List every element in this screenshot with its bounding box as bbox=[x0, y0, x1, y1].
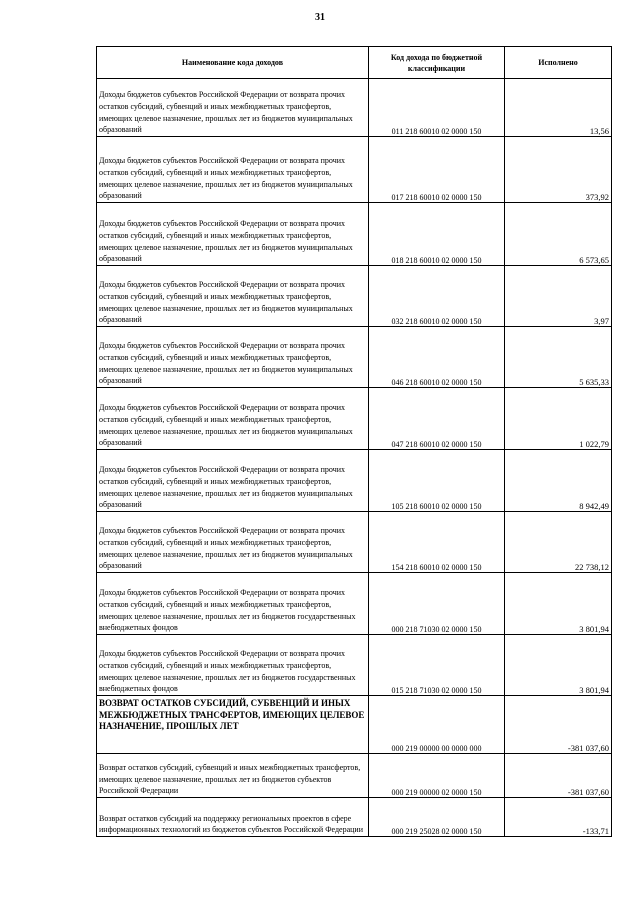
header-amount: Исполнено bbox=[505, 47, 612, 79]
table-row bbox=[97, 573, 612, 635]
row-code: 000 219 00000 00 0000 000 bbox=[369, 696, 505, 754]
row-name: Доходы бюджетов субъектов Российской Федерации от возврата прочих остатков субсидий, субвенций и иных межбюджетных трансфертов, имеющих целевое назначение, прошлых лет из бюджетов муниципальных образований bbox=[97, 512, 369, 573]
row-code: 011 218 60010 02 0000 150 bbox=[369, 79, 505, 137]
row-amount: 1 022,79 bbox=[505, 388, 612, 450]
row-amount: 3,97 bbox=[505, 266, 612, 327]
row-amount: 5 635,33 bbox=[505, 327, 612, 388]
row-code: 000 219 00000 02 0000 150 bbox=[369, 754, 505, 798]
table-header-row bbox=[97, 47, 612, 79]
row-name: Возврат остатков субсидий на поддержку региональных проектов в сфере информационных технологий из бюджетов субъектов Российской Федерации bbox=[97, 798, 369, 837]
row-name: Доходы бюджетов субъектов Российской Федерации от возврата прочих остатков субсидий, субвенций и иных межбюджетных трансфертов, имеющих целевое назначение, прошлых лет из бюджетов муниципальных образований bbox=[97, 203, 369, 266]
table-body bbox=[97, 79, 612, 837]
revenue-table bbox=[96, 46, 612, 837]
table-row bbox=[97, 388, 612, 450]
table-row bbox=[97, 754, 612, 798]
row-code: 032 218 60010 02 0000 150 bbox=[369, 266, 505, 327]
row-name: Доходы бюджетов субъектов Российской Федерации от возврата прочих остатков субсидий, субвенций и иных межбюджетных трансфертов, имеющих целевое назначение, прошлых лет из бюджетов муниципальных образований bbox=[97, 388, 369, 450]
row-code: 017 218 60010 02 0000 150 bbox=[369, 137, 505, 203]
table-row bbox=[97, 798, 612, 837]
row-name: Доходы бюджетов субъектов Российской Федерации от возврата прочих остатков субсидий, субвенций и иных межбюджетных трансфертов, имеющих целевое назначение, прошлых лет из бюджетов муниципальных образований bbox=[97, 137, 369, 203]
table-row bbox=[97, 79, 612, 137]
header-name: Наименование кода доходов bbox=[97, 47, 369, 79]
row-amount: -381 037,60 bbox=[505, 754, 612, 798]
row-code: 105 218 60010 02 0000 150 bbox=[369, 450, 505, 512]
table-row bbox=[97, 450, 612, 512]
row-name: ВОЗВРАТ ОСТАТКОВ СУБСИДИЙ, СУБВЕНЦИЙ И ИНЫХ МЕЖБЮДЖЕТНЫХ ТРАНСФЕРТОВ, ИМЕЮЩИХ ЦЕЛЕВОЕ НАЗНАЧЕНИЕ, ПРОШЛЫХ ЛЕТ bbox=[97, 696, 369, 754]
table-row bbox=[97, 327, 612, 388]
table-row bbox=[97, 635, 612, 696]
row-name: Доходы бюджетов субъектов Российской Федерации от возврата прочих остатков субсидий, субвенций и иных межбюджетных трансфертов, имеющих целевое назначение, прошлых лет из бюджетов муниципальных образований bbox=[97, 450, 369, 512]
row-code: 154 218 60010 02 0000 150 bbox=[369, 512, 505, 573]
table-row bbox=[97, 512, 612, 573]
row-name: Возврат остатков субсидий, субвенций и иных межбюджетных трансфертов, имеющих целевое назначение, прошлых лет из бюджетов субъектов Российской Федерации bbox=[97, 754, 369, 798]
row-code: 015 218 71030 02 0000 150 bbox=[369, 635, 505, 696]
row-amount: 3 801,94 bbox=[505, 635, 612, 696]
row-amount: -381 037,60 bbox=[505, 696, 612, 754]
row-code: 000 219 25028 02 0000 150 bbox=[369, 798, 505, 837]
row-name: Доходы бюджетов субъектов Российской Федерации от возврата прочих остатков субсидий, субвенций и иных межбюджетных трансфертов, имеющих целевое назначение, прошлых лет из бюджетов государственных внебюджетных фондов bbox=[97, 573, 369, 635]
row-name: Доходы бюджетов субъектов Российской Федерации от возврата прочих остатков субсидий, субвенций и иных межбюджетных трансфертов, имеющих целевое назначение, прошлых лет из бюджетов муниципальных образований bbox=[97, 327, 369, 388]
row-name: Доходы бюджетов субъектов Российской Федерации от возврата прочих остатков субсидий, субвенций и иных межбюджетных трансфертов, имеющих целевое назначение, прошлых лет из бюджетов муниципальных образований bbox=[97, 79, 369, 137]
header-code: Код дохода по бюджетной классификации bbox=[369, 47, 505, 79]
table-row bbox=[97, 203, 612, 266]
row-amount: 8 942,49 bbox=[505, 450, 612, 512]
row-amount: 3 801,94 bbox=[505, 573, 612, 635]
row-code: 000 218 71030 02 0000 150 bbox=[369, 573, 505, 635]
row-amount: -133,71 bbox=[505, 798, 612, 837]
row-amount: 22 738,12 bbox=[505, 512, 612, 573]
row-amount: 373,92 bbox=[505, 137, 612, 203]
row-name: Доходы бюджетов субъектов Российской Федерации от возврата прочих остатков субсидий, субвенций и иных межбюджетных трансфертов, имеющих целевое назначение, прошлых лет из бюджетов муниципальных образований bbox=[97, 266, 369, 327]
row-amount: 6 573,65 bbox=[505, 203, 612, 266]
table-row bbox=[97, 266, 612, 327]
page-number: 31 bbox=[315, 12, 325, 23]
row-name: Доходы бюджетов субъектов Российской Федерации от возврата прочих остатков субсидий, субвенций и иных межбюджетных трансфертов, имеющих целевое назначение, прошлых лет из бюджетов государственных внебюджетных фондов bbox=[97, 635, 369, 696]
row-code: 047 218 60010 02 0000 150 bbox=[369, 388, 505, 450]
row-code: 018 218 60010 02 0000 150 bbox=[369, 203, 505, 266]
table-row bbox=[97, 137, 612, 203]
row-amount: 13,56 bbox=[505, 79, 612, 137]
table-row-section bbox=[97, 696, 612, 754]
row-code: 046 218 60010 02 0000 150 bbox=[369, 327, 505, 388]
